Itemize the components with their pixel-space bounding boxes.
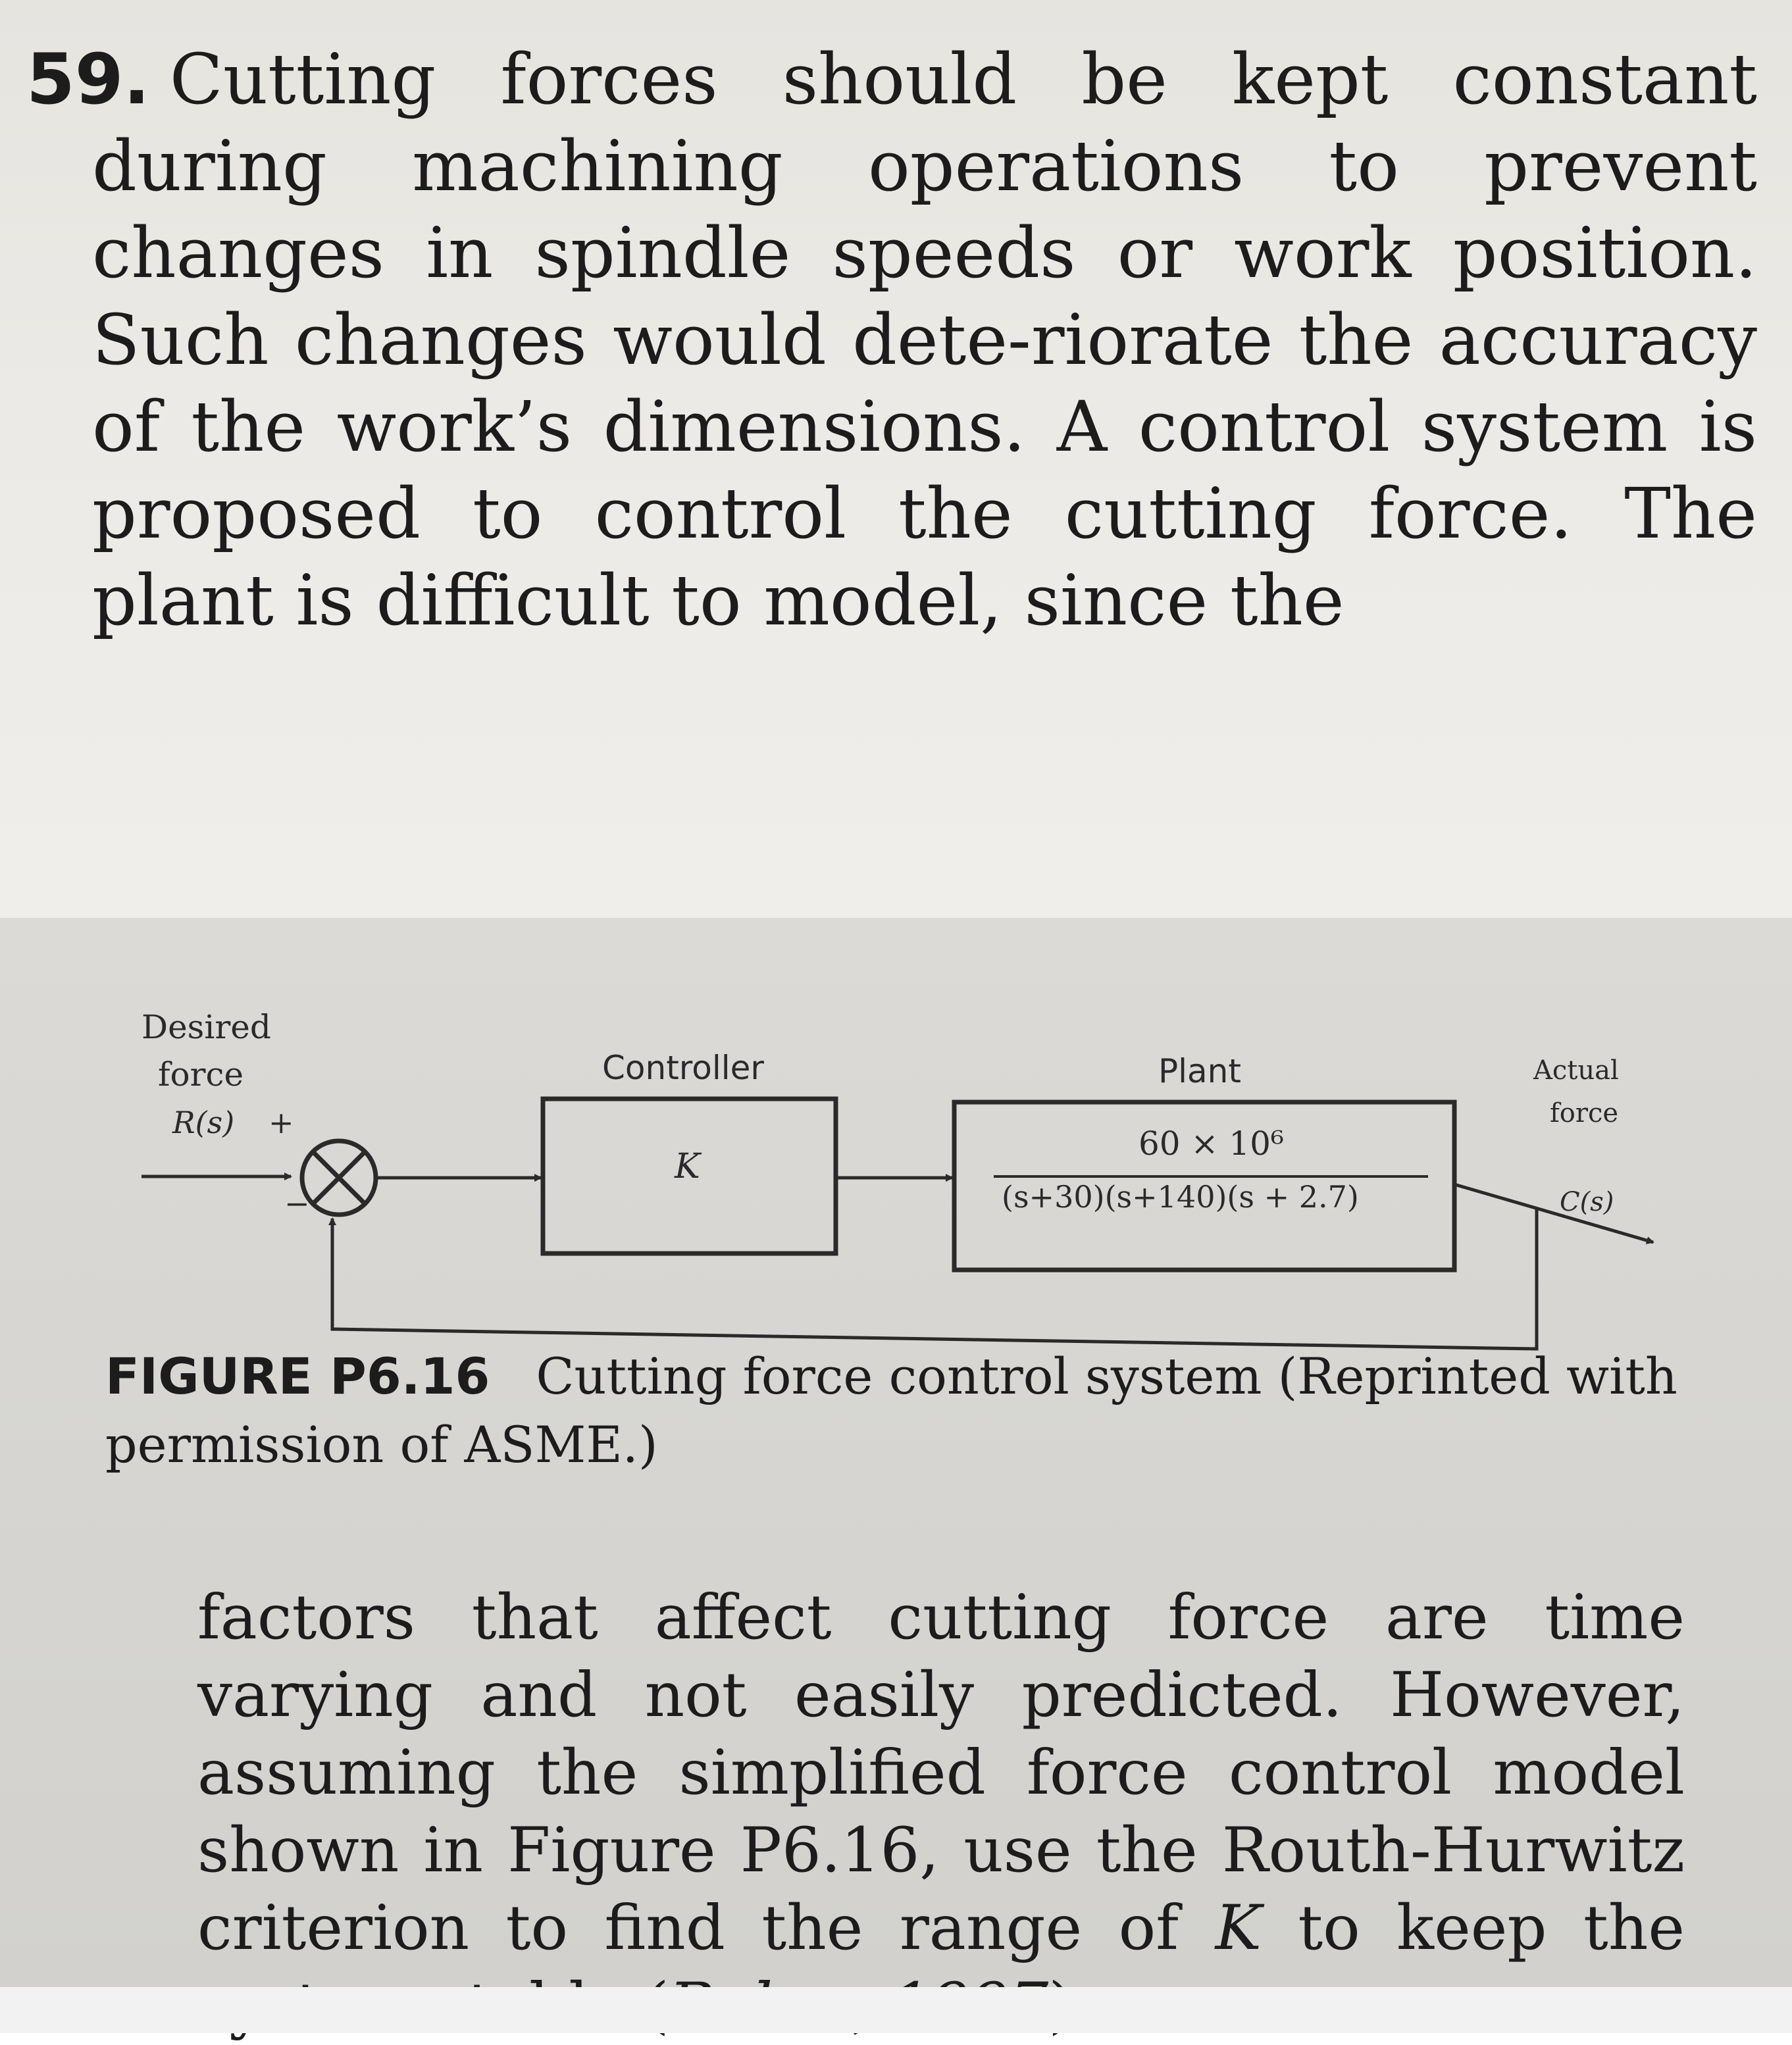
input-label-line1: Desired (141, 1008, 271, 1046)
controller-title: Controller (602, 1049, 764, 1087)
minus-sign: − (284, 1186, 310, 1221)
output-label-line1: Actual (1533, 1055, 1619, 1086)
caption-text: Cutting force control system (Reprinted with permission of ASME.) (105, 1347, 1677, 1474)
plant-title: Plant (1158, 1052, 1241, 1090)
output-signal: C(s) (1560, 1187, 1614, 1217)
plus-sign: + (269, 1105, 294, 1140)
problem-number: 59. (26, 39, 150, 120)
plant-numerator: 60 × 10⁶ (1139, 1124, 1284, 1163)
plant-denominator: (s+30)(s+140)(s + 2.7) (1002, 1179, 1359, 1215)
continuation-text: factors that affect cutting force are time varying and not easily predicted. However, assuming the simplified force control model shown in Figure P6.16, use the Routh-Hurwitz criterion to find the range of (197, 1582, 1685, 1964)
output-arrow (1454, 1184, 1653, 1242)
problem-paragraph (26, 36, 1757, 644)
controller-gain: K (675, 1147, 700, 1186)
k-variable: K (1215, 1892, 1262, 1964)
feedback-path (332, 1207, 1537, 1349)
input-label-line2: force (158, 1055, 244, 1094)
bottom-strip (0, 1987, 1792, 2033)
figure-label: FIGURE P6.16 (105, 1347, 490, 1405)
output-label-line2: force (1550, 1098, 1619, 1128)
continuation-text-2: to keep the (1298, 1892, 1685, 1964)
figure-caption (105, 1342, 1698, 1479)
problem-body: Cutting forces should be kept constant during machining operations to prevent changes in spindle speeds or work position. Such changes would dete-riorate the accuracy of the work’s dimensions. A control system is proposed to control the cutting force. The plant is difficult to model, since the (92, 39, 1757, 641)
block-diagram (0, 987, 1792, 1355)
input-signal: R(s) (172, 1105, 235, 1140)
continuation-paragraph (197, 1579, 1685, 2045)
